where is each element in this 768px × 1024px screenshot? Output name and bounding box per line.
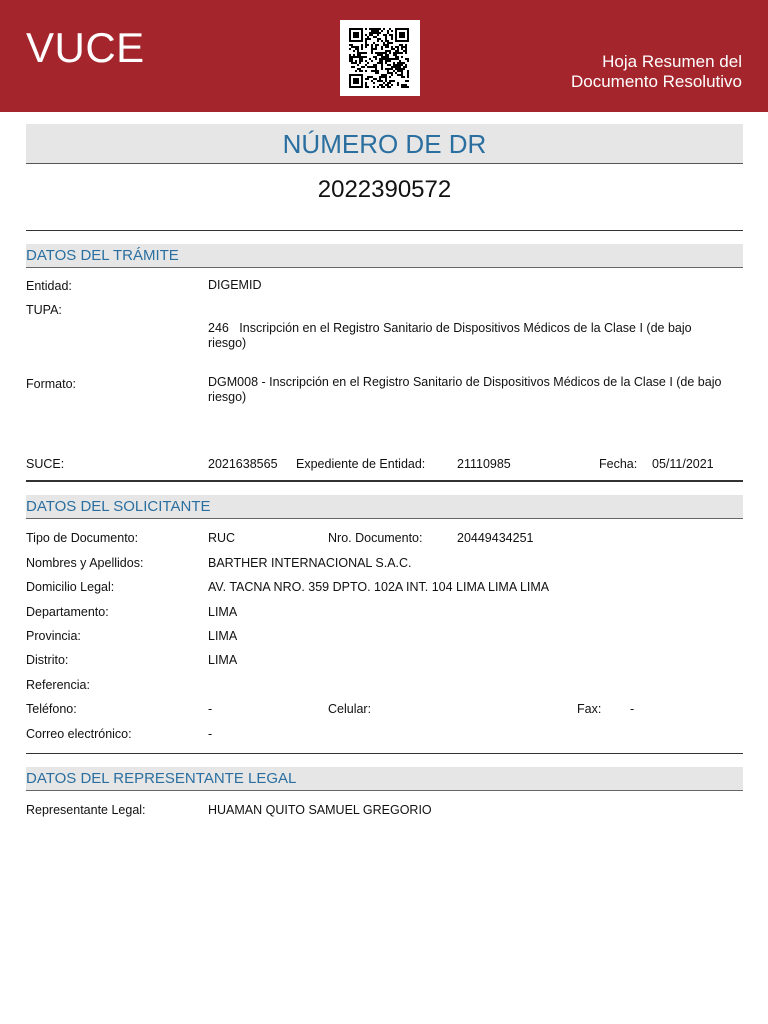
tupa-label: TUPA: — [26, 303, 62, 317]
section-representante-header — [26, 767, 743, 791]
tipo-documento-label: Tipo de Documento: — [26, 531, 139, 545]
nombres-value: BARTHER INTERNACIONAL S.A.C. — [208, 556, 412, 570]
vuce-logo: VUCE — [26, 24, 145, 71]
representante-value: HUAMAN QUITO SAMUEL GREGORIO — [208, 803, 432, 817]
dr-number: 2022390572 — [317, 176, 452, 203]
correo-value: - — [208, 727, 213, 741]
tupa-value: 246 Inscripción en el Registro Sanitario de Dispositivos Médicos de la Clase I (de bajo riesgo) — [208, 321, 696, 350]
formato-value: DGM008 - Inscripción en el Registro Sanitario de Dispositivos Médicos de la Clase I (de bajo riesgo) — [208, 375, 722, 404]
referencia-label: Referencia: — [26, 678, 90, 692]
nro-documento-value: 20449434251 — [457, 531, 534, 545]
document-title-line1: Hoja Resumen del — [602, 52, 742, 71]
domicilio-value: AV. TACNA NRO. 359 DPTO. 102A INT. 104 LIMA LIMA LIMA — [208, 580, 550, 594]
section-solicitante-header — [26, 495, 743, 519]
expediente-value: 21110985 — [457, 457, 511, 471]
celular-label: Celular: — [328, 702, 372, 716]
domicilio-label: Domicilio Legal: — [26, 580, 115, 594]
telefono-label: Teléfono: — [26, 702, 77, 716]
telefono-value: - — [208, 702, 213, 716]
nro-documento-label: Nro. Documento: — [328, 531, 423, 545]
dr-label: NÚMERO DE DR — [282, 129, 487, 159]
section-tramite-title: DATOS DEL TRÁMITE — [26, 247, 179, 264]
formato-label: Formato: — [26, 377, 77, 391]
document-title-line2: Documento Resolutivo — [570, 72, 742, 91]
departamento-value: LIMA — [208, 605, 238, 619]
entidad-label: Entidad: — [26, 279, 72, 293]
document-title — [482, 52, 742, 92]
distrito-value: LIMA — [208, 653, 238, 667]
provincia-value: LIMA — [208, 629, 238, 643]
suce-value: 2021638565 — [208, 457, 278, 471]
header-bar — [0, 0, 768, 112]
nombres-label: Nombres y Apellidos: — [26, 556, 144, 570]
dr-label-band — [26, 124, 743, 164]
correo-label: Correo electrónico: — [26, 727, 132, 741]
qr-code-icon — [340, 20, 420, 96]
departamento-label: Departamento: — [26, 605, 109, 619]
tipo-documento-value: RUC — [208, 531, 236, 545]
provincia-label: Provincia: — [26, 629, 81, 643]
divider — [26, 753, 743, 754]
divider — [26, 230, 743, 231]
divider — [26, 480, 743, 482]
expediente-label: Expediente de Entidad: — [296, 457, 426, 471]
section-representante-title: DATOS DEL REPRESENTANTE LEGAL — [26, 770, 297, 787]
representante-label: Representante Legal: — [26, 803, 146, 817]
fax-value: - — [630, 702, 635, 716]
section-tramite-header — [26, 244, 743, 268]
suce-label: SUCE: — [26, 457, 65, 471]
fax-label: Fax: — [577, 702, 602, 716]
entidad-value: DIGEMID — [208, 278, 262, 292]
distrito-label: Distrito: — [26, 653, 69, 667]
fecha-label: Fecha: — [599, 457, 638, 471]
fecha-value: 05/11/2021 — [652, 457, 714, 471]
section-solicitante-title: DATOS DEL SOLICITANTE — [26, 498, 211, 515]
